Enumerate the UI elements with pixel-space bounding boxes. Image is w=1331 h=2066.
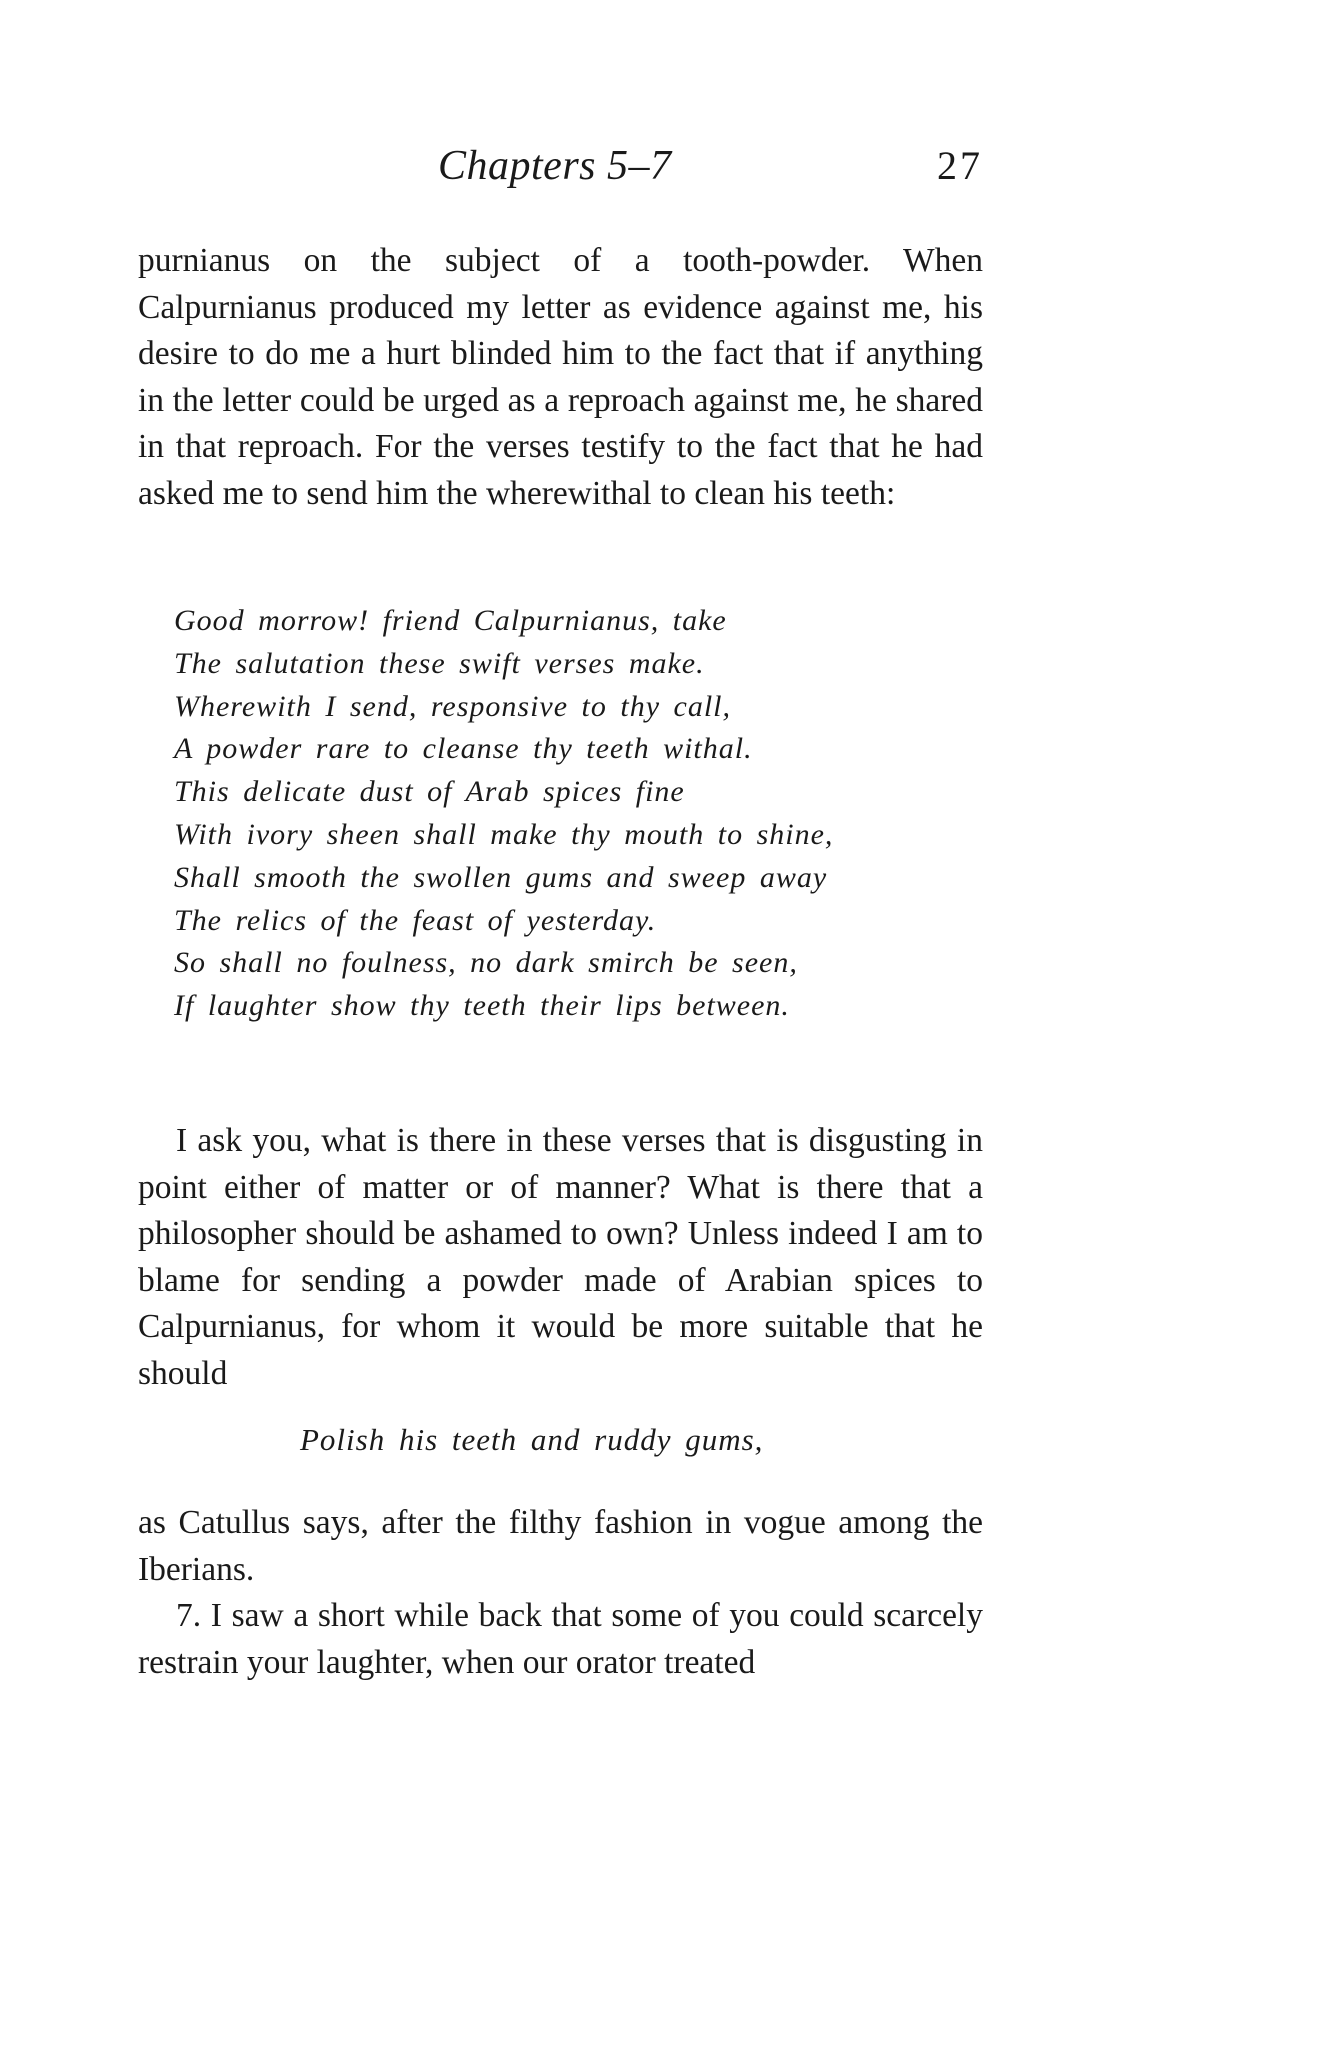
- verse-line: A powder rare to cleanse thy teeth withal.: [174, 732, 753, 766]
- verse-line: Wherewith I send, responsive to thy call,: [174, 689, 732, 723]
- verse-line: The relics of the feast of yesterday.: [174, 903, 657, 937]
- body-text-top: [138, 238, 983, 517]
- body-text-bottom: [138, 1500, 983, 1686]
- verse-line: Good morrow! friend Calpurnianus, take: [174, 604, 727, 637]
- paragraph-1: purnianus on the subject of a tooth-powder. When Calpurnianus produced my letter as evidence against me, his desire to do me a hurt blinded him to the fact that if anything in the letter could be urged as a reproach against me, he shared in that reproach. For the verses testify to the fact that he had asked me to send him the wherewithal to clean his teeth:: [138, 242, 983, 512]
- body-text-middle: [138, 1118, 983, 1397]
- paragraph-3: as Catullus says, after the filthy fashion in vogue among the Iberians.: [138, 1504, 983, 1588]
- page-number: 27: [937, 143, 983, 188]
- verse-line: The salutation these swift verses make.: [174, 646, 705, 680]
- verse-block: [174, 600, 994, 1028]
- running-head: [138, 138, 983, 194]
- verse-line: This delicate dust of Arab spices fine: [174, 775, 685, 809]
- paragraph-4: 7. I saw a short while back that some of you could scarcely restrain your laughter, when our orator treated: [138, 1597, 983, 1681]
- verse-line: So shall no foulness, no dark smirch be seen,: [174, 946, 798, 980]
- verse-line: With ivory sheen shall make thy mouth to shine,: [174, 817, 834, 851]
- verse-line: If laughter show thy teeth their lips between.: [174, 989, 790, 1023]
- verse-line: Shall smooth the swollen gums and sweep away: [174, 860, 828, 894]
- paragraph-2: I ask you, what is there in these verses that is disgusting in point either of matter or of manner? What is there that a philosopher should be ashamed to own? Unless indeed I am to blame for sending a powder made of Arabian spices to Calpurnianus, for whom it would be more suitable that he should: [138, 1122, 983, 1392]
- catullus-quotation: Polish his teeth and ruddy gums,: [300, 1422, 764, 1457]
- running-title: Chapters 5–7: [438, 143, 672, 189]
